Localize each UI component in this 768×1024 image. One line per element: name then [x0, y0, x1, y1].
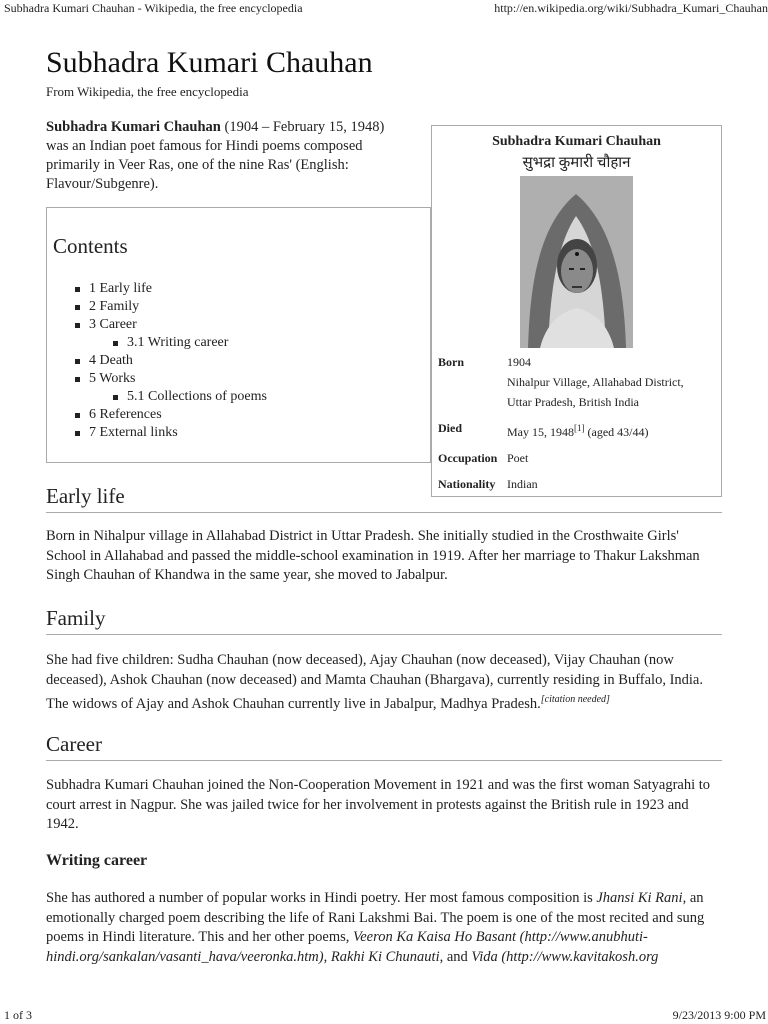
- died-date: May 15, 1948: [507, 425, 574, 439]
- page-url[interactable]: http://en.wikipedia.org/wiki/Subhadra_Kumari_Chauhan: [494, 1, 768, 15]
- writing-text-3: ,: [323, 948, 331, 965]
- print-footer: [0, 1006, 768, 1024]
- died-reference[interactable]: [1]: [574, 423, 585, 433]
- toc-item-works[interactable]: 5 Works: [75, 370, 267, 388]
- print-header: [0, 0, 768, 16]
- toc-item-early-life[interactable]: 1 Early life: [75, 280, 267, 298]
- born-year: 1904: [507, 355, 531, 369]
- infobox-row-died: [438, 418, 718, 442]
- died-label: Died: [438, 421, 462, 435]
- section-divider: [46, 760, 722, 761]
- born-label: Born: [438, 355, 465, 369]
- toc-item-references[interactable]: 6 References: [75, 406, 267, 424]
- toc-item-external-links[interactable]: 7 External links: [75, 424, 267, 442]
- occupation-label: Occupation: [438, 451, 498, 465]
- section-heading-career: Career: [46, 732, 102, 756]
- occupation-value: Poet: [507, 451, 529, 465]
- work-rakhi-ki-chunauti[interactable]: Rakhi Ki Chunauti: [330, 948, 440, 965]
- lead-subject-name: Subhadra Kumari Chauhan: [46, 119, 221, 135]
- died-age: (aged 43/44): [584, 425, 649, 439]
- toc-item-career[interactable]: 3 Career: [75, 316, 267, 334]
- page-title-header: Subhadra Kumari Chauhan - Wikipedia, the free encyclopedia: [4, 1, 303, 15]
- toc-item-family[interactable]: 2 Family: [75, 298, 267, 316]
- article-tagline: From Wikipedia, the free encyclopedia: [46, 84, 249, 99]
- article-title: Subhadra Kumari Chauhan: [46, 46, 373, 79]
- nationality-label: Nationality: [438, 477, 496, 491]
- infobox-native-name: सुभद्रा कुमारी चौहान: [522, 155, 631, 171]
- writing-text-1: She has authored a number of popular works in Hindi poetry. Her most famous composition is: [46, 890, 597, 906]
- writing-career-paragraph: [46, 889, 722, 967]
- section-divider: [46, 512, 722, 513]
- work-veeron-ka-kaisa-ho-basant[interactable]: Veeron Ka Kaisa Ho Basant (http://www.anubhuti-hindi.org/sankalan/vasanti_hava/veeronka.htm): [46, 929, 648, 965]
- infobox-row-occupation: [438, 448, 718, 468]
- toc-list: [75, 280, 267, 442]
- family-paragraph: [46, 651, 722, 714]
- born-place-line1: Nihalpur Village, Allahabad District,: [507, 375, 684, 389]
- writing-text-4: , and: [439, 948, 472, 965]
- section-heading-family: Family: [46, 606, 106, 630]
- toc-item-death[interactable]: 4 Death: [75, 352, 267, 370]
- toc-item-collections-of-poems[interactable]: 5.1 Collections of poems: [113, 388, 267, 406]
- toc-heading: Contents: [53, 234, 128, 258]
- page-indicator: 1 of 3: [4, 1008, 32, 1022]
- table-of-contents: [46, 207, 431, 463]
- infobox-row-born: [438, 352, 718, 412]
- lead-text: (1904 – February 15, 1948) was an Indian poet famous for Hindi poems composed primarily in Veer Ras, one of the nine Ras' (English: Flavour/Subgenre).: [46, 119, 385, 192]
- toc-item-writing-career[interactable]: 3.1 Writing career: [113, 334, 267, 352]
- section-heading-early-life: Early life: [46, 484, 125, 508]
- subsection-heading-writing-career: Writing career: [46, 852, 148, 869]
- print-datetime: 9/23/2013 9:00 PM: [672, 1008, 766, 1022]
- work-jhansi-ki-rani[interactable]: Jhansi Ki Rani: [596, 890, 683, 906]
- early-life-paragraph: Born in Nihalpur village in Allahabad District in Uttar Pradesh. She initially studied in the Crosthwaite Girls' School in Allahabad and passed the middle-school examination in 1919. After her marriage to Thakur Lakshman Singh Chauhan of Khandwa in the same year, she moved to Jabalpur.: [46, 528, 700, 583]
- born-place-line2: Uttar Pradesh, British India: [507, 395, 639, 409]
- section-divider: [46, 634, 722, 635]
- infobox-row-nationality: [438, 474, 718, 494]
- portrait-photo[interactable]: [520, 176, 633, 348]
- infobox: [431, 125, 722, 497]
- lead-paragraph: [46, 118, 406, 194]
- writing-text-2: , an emotionally charged poem describing the life of Rani Lakshmi Bai. The poem is one of the most recited and sung poems in Hindi literature. This and her other poems,: [46, 890, 705, 945]
- career-paragraph: Subhadra Kumari Chauhan joined the Non-Cooperation Movement in 1921 and was the first woman Satyagrahi to court arrest in Nagpur. She was jailed twice for her involvement in protests against the British rule in 1923 and 1942.: [46, 777, 711, 832]
- citation-needed[interactable]: [citation needed]: [540, 694, 610, 705]
- infobox-title: Subhadra Kumari Chauhan: [492, 134, 661, 149]
- work-vida[interactable]: Vida (http://www.kavitakosh.org: [471, 948, 659, 965]
- family-text: She had five children: Sudha Chauhan (now deceased), Ajay Chauhan (now deceased), Vijay Chauhan (now deceased), Ashok Chauhan (now deceased) and Mamta Chauhan (Bhargava), currently residing in Buffalo, India. The widows of Ajay and Ashok Chauhan currently live in Jabalpur, Madhya Pradesh.: [46, 652, 703, 712]
- nationality-value: Indian: [507, 477, 538, 491]
